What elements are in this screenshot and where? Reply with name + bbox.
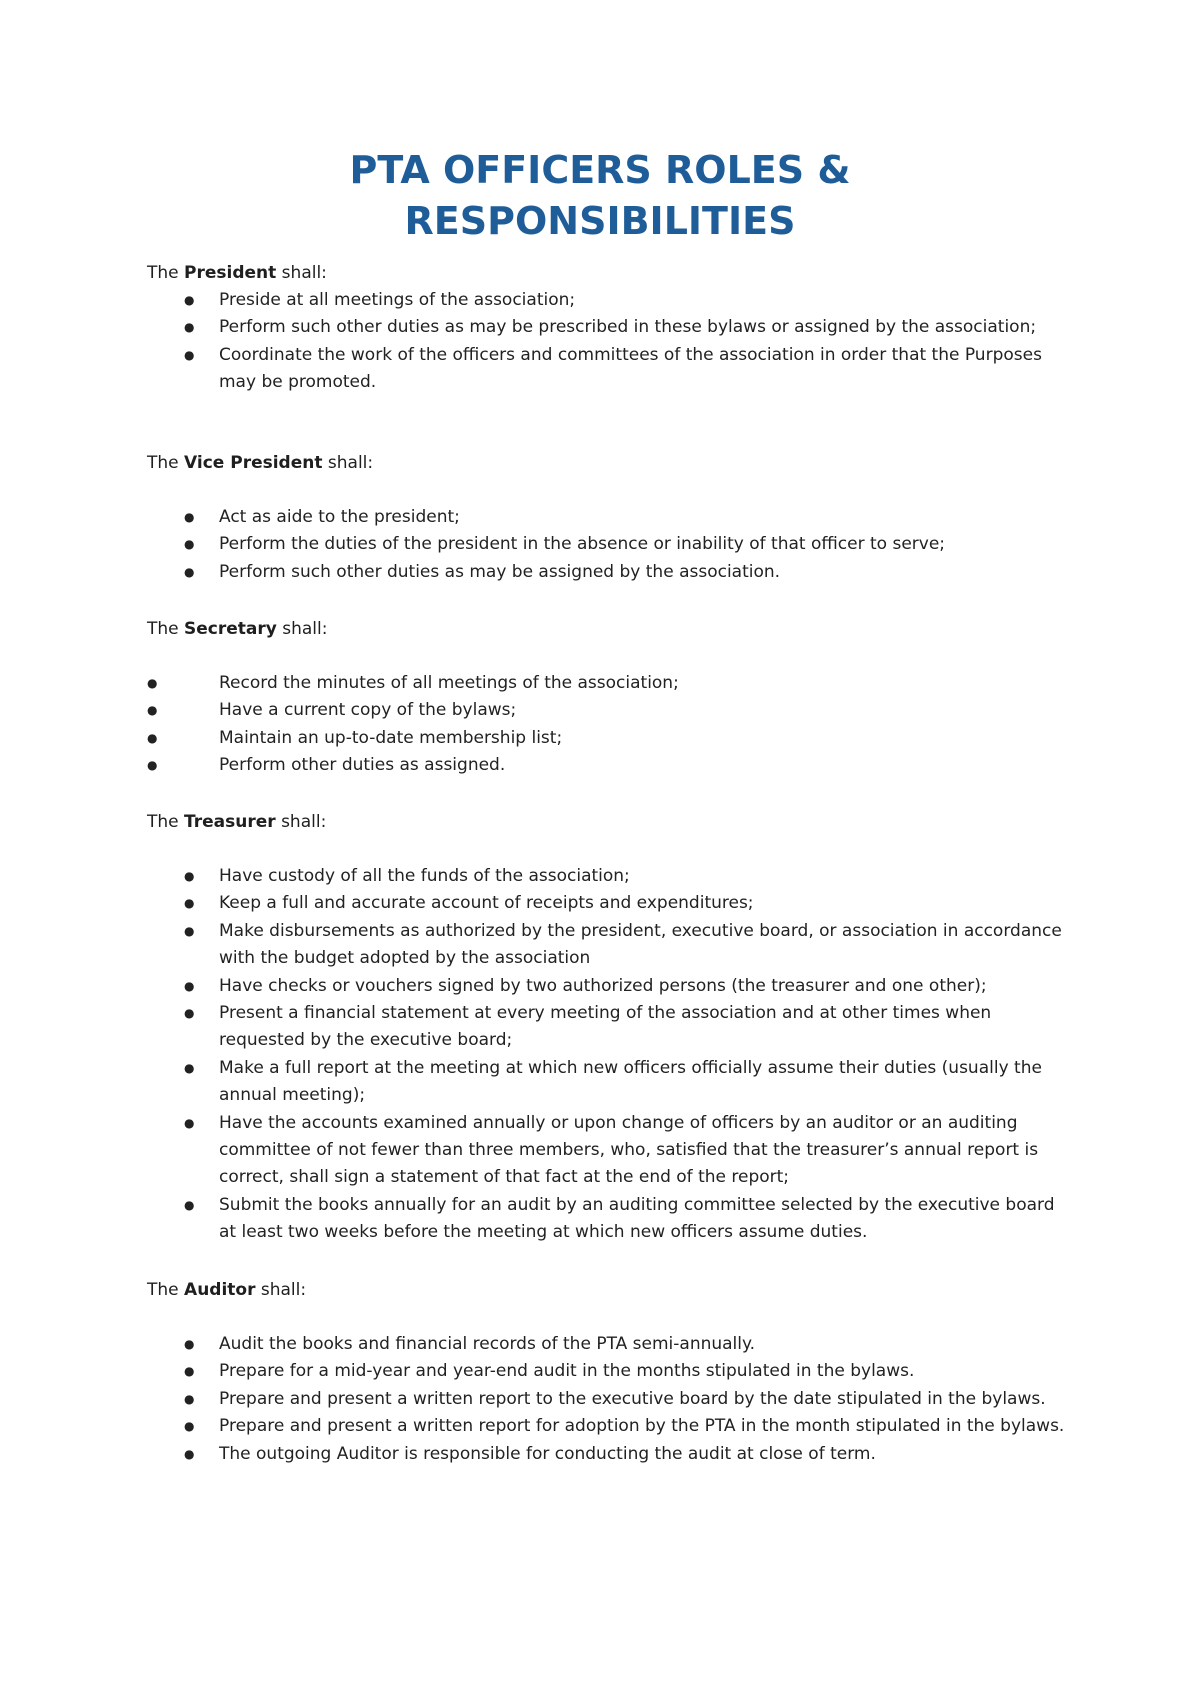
- list-item: ● Make disbursements as authorized by the president, executive board, or association in accordance with the budget adopted by the association: [147, 918, 1067, 973]
- section-heading: The Vice President shall:: [147, 453, 374, 473]
- section-secretary: [147, 616, 1067, 780]
- list-item: ● Have checks or vouchers signed by two authorized persons (the treasurer and one other);: [147, 973, 1067, 1000]
- section-auditor: [147, 1277, 1067, 1468]
- list-item: ● Present a financial statement at every meeting of the association and at other times when requested by the executive board;: [147, 1000, 1067, 1055]
- role-name: Vice President: [184, 453, 323, 473]
- list-item: ● Perform such other duties as may be prescribed in these bylaws or assigned by the association;: [147, 314, 1067, 341]
- bullet-icon: ●: [184, 1115, 195, 1130]
- list-item: ● Prepare and present a written report for adoption by the PTA in the month stipulated in the bylaws.: [147, 1413, 1067, 1440]
- bullet-icon: ●: [184, 510, 195, 524]
- list-item: ● Record the minutes of all meetings of the association;: [147, 670, 1067, 697]
- section-vice-president: [147, 450, 1067, 586]
- bullet-icon: ●: [184, 1391, 195, 1406]
- bullet-icon: ●: [147, 676, 158, 690]
- list-item: ● Audit the books and financial records of the PTA semi-annually.: [147, 1331, 1067, 1358]
- bullet-icon: ●: [184, 564, 195, 579]
- section-treasurer: [147, 809, 1067, 1247]
- bullet-icon: ●: [184, 1419, 195, 1434]
- president-list: [147, 287, 1067, 397]
- list-item: ● Perform such other duties as may be assigned by the association.: [147, 559, 1067, 586]
- list-item: ● Act as aide to the president;: [147, 504, 1067, 531]
- bullet-icon: ●: [184, 1006, 195, 1021]
- list-item: ● Maintain an up-to-date membership list;: [147, 725, 1067, 752]
- list-item: ● Have the accounts examined annually or upon change of officers by an auditor or an auditing committee of not fewer than three members, who, satisfied that the treasurer’s annual report is correct, shall sign a statement of that fact at the end of the report;: [147, 1110, 1067, 1192]
- list-item: ● Perform other duties as assigned.: [147, 752, 1067, 779]
- list-item: ● Have a current copy of the bylaws;: [147, 697, 1067, 724]
- bullet-icon: ●: [184, 923, 195, 938]
- vice-president-list: [147, 504, 1067, 586]
- bullet-icon: ●: [184, 1197, 195, 1212]
- section-heading: The Auditor shall:: [147, 1280, 307, 1300]
- role-name: Treasurer: [184, 812, 276, 832]
- list-item: ● Preside at all meetings of the association;: [147, 287, 1067, 314]
- list-item: ● Have custody of all the funds of the association;: [147, 863, 1067, 890]
- secretary-list: [147, 670, 1067, 780]
- role-name: Auditor: [184, 1280, 256, 1300]
- title-line-2: RESPONSIBILITIES: [404, 199, 796, 243]
- bullet-icon: ●: [184, 320, 195, 335]
- bullet-icon: ●: [184, 896, 195, 911]
- list-item: ● Coordinate the work of the officers and committees of the association in order that the Purposes may be promoted.: [147, 342, 1067, 397]
- bullet-icon: ●: [184, 347, 195, 362]
- list-item: ● Prepare for a mid-year and year-end audit in the months stipulated in the bylaws.: [147, 1358, 1067, 1385]
- role-name: Secretary: [184, 619, 277, 639]
- section-president: [147, 260, 1067, 397]
- bullet-icon: ●: [184, 978, 195, 993]
- role-name: President: [184, 263, 277, 283]
- list-item: ● Make a full report at the meeting at which new officers officially assume their duties (usually the annual meeting);: [147, 1055, 1067, 1110]
- bullet-icon: ●: [184, 1337, 195, 1351]
- page-title: [0, 145, 1200, 247]
- list-item: ● The outgoing Auditor is responsible for conducting the audit at close of term.: [147, 1441, 1067, 1468]
- section-heading: The Secretary shall:: [147, 619, 328, 639]
- list-item: ● Submit the books annually for an audit by an auditing committee selected by the executive board at least two weeks before the meeting at which new officers assume duties.: [147, 1192, 1067, 1247]
- bullet-icon: ●: [184, 293, 195, 307]
- section-heading: The Treasurer shall:: [147, 812, 327, 832]
- list-item: ● Keep a full and accurate account of receipts and expenditures;: [147, 890, 1067, 917]
- list-item: ● Perform the duties of the president in the absence or inability of that officer to serve;: [147, 531, 1067, 558]
- bullet-icon: ●: [184, 869, 195, 883]
- bullet-icon: ●: [184, 1446, 195, 1461]
- bullet-icon: ●: [147, 758, 158, 773]
- section-heading: The President shall:: [147, 263, 327, 283]
- bullet-icon: ●: [184, 537, 195, 552]
- bullet-icon: ●: [147, 730, 158, 745]
- list-item: ● Prepare and present a written report to the executive board by the date stipulated in the bylaws.: [147, 1386, 1067, 1413]
- bullet-icon: ●: [147, 703, 158, 718]
- bullet-icon: ●: [184, 1060, 195, 1075]
- auditor-list: [147, 1331, 1067, 1468]
- title-line-1: PTA OFFICERS ROLES &: [349, 148, 851, 192]
- treasurer-list: [147, 863, 1067, 1247]
- bullet-icon: ●: [184, 1364, 195, 1379]
